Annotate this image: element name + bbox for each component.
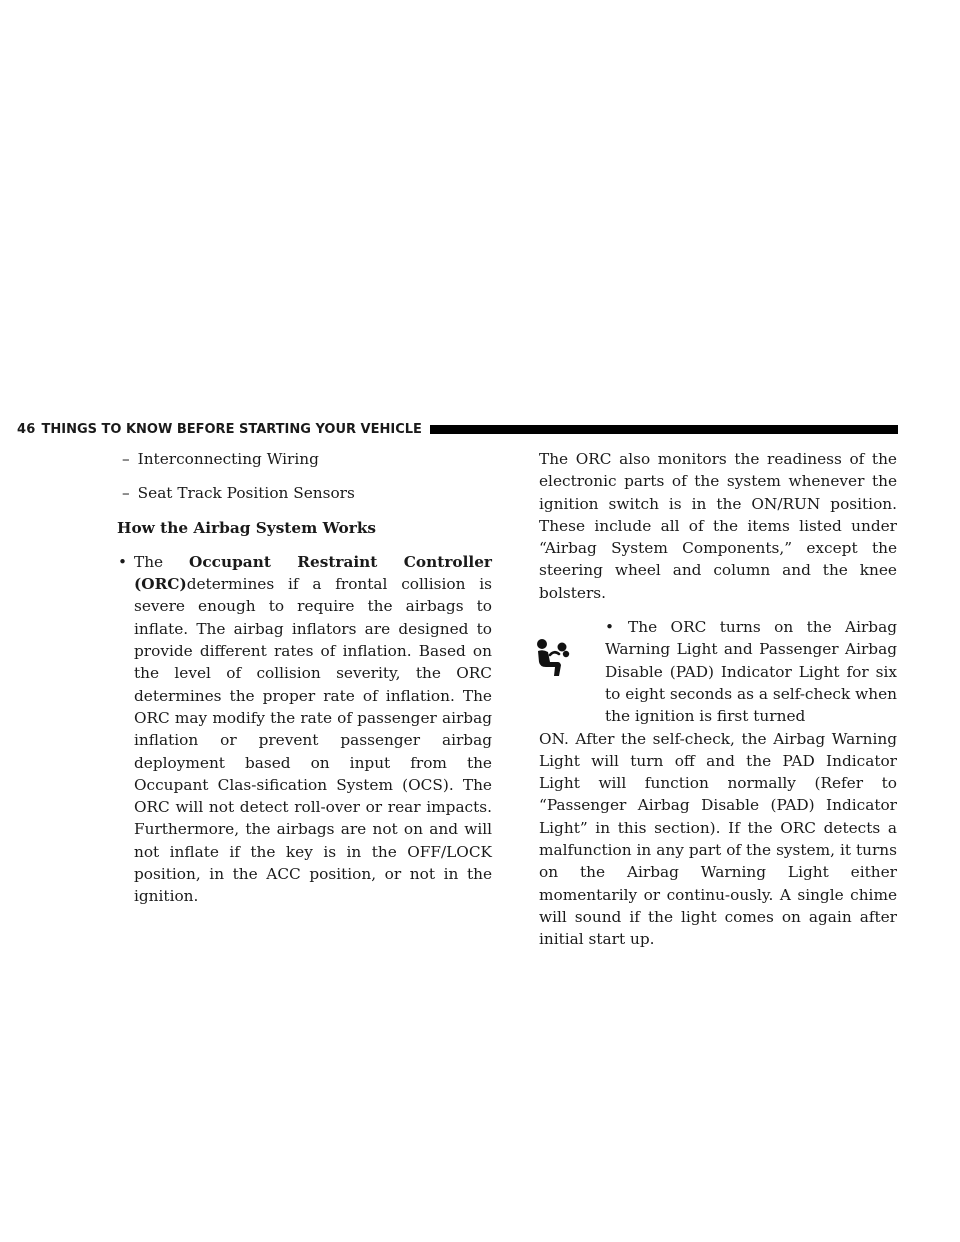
left-column <box>117 448 492 908</box>
dash-glyph: – <box>122 450 130 468</box>
airbag-light-text <box>605 616 897 727</box>
bullet-paragraph <box>117 551 492 908</box>
list-item-text: Interconnecting Wiring <box>137 450 319 468</box>
header-rule <box>430 425 898 434</box>
airbag-light-continuation: ON. After the self-check, the Airbag Warning Light will turn off and the PAD Indicator Light will function normally (Refer to “Passenger Airbag Disable (PAD) Indicator Light” in this section). If the ORC detects a malfunction in any part of the system, it turns on the Airbag Warning Light either momentarily or continu-ously. A single chime will sound if the light comes on again after initial start up. <box>539 729 897 949</box>
right-column <box>539 448 897 951</box>
orc-term: Occupant Restraint Controller (ORC) <box>134 552 492 594</box>
section-heading: How the Airbag System Works <box>117 518 377 537</box>
orc-monitor-paragraph: The ORC also monitors the readiness of the electronic parts of the system whenever the ignition switch is in the ON/RUN position. These include all of the items listed under “Airbag System Components,” except the steering wheel and column and the knee bolsters. <box>539 450 897 602</box>
airbag-light-block <box>539 616 897 950</box>
page-number: 46 <box>17 421 36 437</box>
bullet-body: if a frontal collision is severe enough to require the airbags to inflate. The airbag inflators are designed to provide different rates of inflation. Based on the level of collision severity, the ORC determines the proper rate of inflation. The ORC may modify the rate of passenger airbag inflation or prevent passenger airbag deployment based on input from the Occupant Clas-sification System (OCS). The ORC will not detect roll-over or rear impacts. Furthermore, the airbags are not on and will not inflate if the key is in the OFF/LOCK position, in the ACC position, or not in the ignition. <box>134 575 492 906</box>
dash-glyph: – <box>122 484 130 503</box>
page-header <box>17 420 898 438</box>
bullet-first-word: determines <box>186 575 275 594</box>
bullet-glyph: • <box>118 552 128 571</box>
list-item <box>122 448 492 470</box>
list-item-text: Seat Track Position Sensors <box>137 484 355 503</box>
list-item <box>122 482 492 504</box>
airbag-light-lines: The ORC turns on the Airbag Warning Light and Passenger Airbag Disable (PAD) Indicator Light for six to eight seconds as a self-check when the ignition is first turned <box>605 618 897 726</box>
bullet-glyph: • <box>605 618 615 637</box>
bullet-lead: The <box>134 552 190 571</box>
airbag-warning-icon <box>539 616 603 705</box>
section-title: THINGS TO KNOW BEFORE STARTING YOUR VEHICLE <box>41 421 422 437</box>
